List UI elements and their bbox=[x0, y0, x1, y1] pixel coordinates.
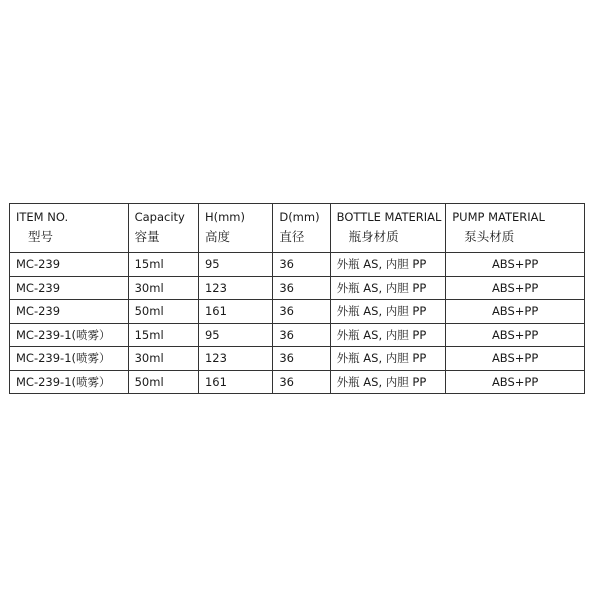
table-row bbox=[10, 276, 585, 300]
cell-capacity: 15ml bbox=[128, 253, 198, 277]
cell-item-no: MC-239-1(喷雾） bbox=[10, 323, 129, 347]
cell-bottle-material: 外瓶 AS, 内胆 PP bbox=[330, 276, 446, 300]
cell-bottle-material: 外瓶 AS, 内胆 PP bbox=[330, 347, 446, 371]
cell-height: 123 bbox=[198, 276, 272, 300]
table-row bbox=[10, 300, 585, 324]
header-pump-material bbox=[446, 204, 585, 253]
header-height-cn: 高度 bbox=[204, 229, 230, 244]
cell-pump-material: ABS+PP bbox=[446, 300, 585, 324]
header-bottle-material bbox=[330, 204, 446, 253]
header-item-no-en: ITEM NO. bbox=[16, 210, 69, 224]
cell-height: 95 bbox=[198, 323, 272, 347]
cell-diameter: 36 bbox=[273, 276, 330, 300]
cell-item-no: MC-239-1(喷雾） bbox=[10, 347, 129, 371]
header-diameter bbox=[273, 204, 330, 253]
table-row bbox=[10, 253, 585, 277]
cell-height: 95 bbox=[198, 253, 272, 277]
cell-height: 161 bbox=[198, 300, 272, 324]
cell-item-no: MC-239 bbox=[10, 253, 129, 277]
table-header-row bbox=[10, 204, 585, 253]
header-bottle-material-cn: 瓶身材质 bbox=[348, 229, 399, 244]
cell-bottle-material: 外瓶 AS, 内胆 PP bbox=[330, 323, 446, 347]
cell-height: 161 bbox=[198, 370, 272, 394]
cell-capacity: 50ml bbox=[128, 370, 198, 394]
cell-item-no: MC-239 bbox=[10, 276, 129, 300]
cell-diameter: 36 bbox=[273, 300, 330, 324]
header-pump-material-en: PUMP MATERIAL bbox=[452, 210, 545, 224]
cell-capacity: 50ml bbox=[128, 300, 198, 324]
cell-pump-material: ABS+PP bbox=[446, 347, 585, 371]
table-row bbox=[10, 347, 585, 371]
cell-capacity: 30ml bbox=[128, 276, 198, 300]
table-row bbox=[10, 370, 585, 394]
cell-pump-material: ABS+PP bbox=[446, 276, 585, 300]
header-item-no bbox=[10, 204, 129, 253]
header-height bbox=[198, 204, 272, 253]
table-row bbox=[10, 323, 585, 347]
cell-height: 123 bbox=[198, 347, 272, 371]
product-spec-table bbox=[9, 203, 585, 394]
cell-bottle-material: 外瓶 AS, 内胆 PP bbox=[330, 300, 446, 324]
header-capacity-cn: 容量 bbox=[134, 229, 160, 244]
cell-diameter: 36 bbox=[273, 370, 330, 394]
cell-diameter: 36 bbox=[273, 253, 330, 277]
cell-pump-material: ABS+PP bbox=[446, 323, 585, 347]
header-diameter-cn: 直径 bbox=[279, 229, 305, 244]
header-height-en: H(mm) bbox=[204, 210, 245, 224]
cell-diameter: 36 bbox=[273, 347, 330, 371]
cell-capacity: 15ml bbox=[128, 323, 198, 347]
header-capacity bbox=[128, 204, 198, 253]
cell-pump-material: ABS+PP bbox=[446, 370, 585, 394]
cell-pump-material: ABS+PP bbox=[446, 253, 585, 277]
cell-bottle-material: 外瓶 AS, 内胆 PP bbox=[330, 253, 446, 277]
cell-item-no: MC-239 bbox=[10, 300, 129, 324]
header-bottle-material-en: BOTTLE MATERIAL bbox=[336, 210, 442, 224]
cell-diameter: 36 bbox=[273, 323, 330, 347]
header-pump-material-cn: 泵头材质 bbox=[464, 229, 515, 244]
header-item-no-cn: 型号 bbox=[28, 229, 54, 244]
cell-capacity: 30ml bbox=[128, 347, 198, 371]
table-body bbox=[10, 204, 585, 394]
cell-bottle-material: 外瓶 AS, 内胆 PP bbox=[330, 370, 446, 394]
cell-item-no: MC-239-1(喷雾） bbox=[10, 370, 129, 394]
header-diameter-en: D(mm) bbox=[279, 210, 320, 224]
header-capacity-en: Capacity bbox=[134, 210, 185, 224]
